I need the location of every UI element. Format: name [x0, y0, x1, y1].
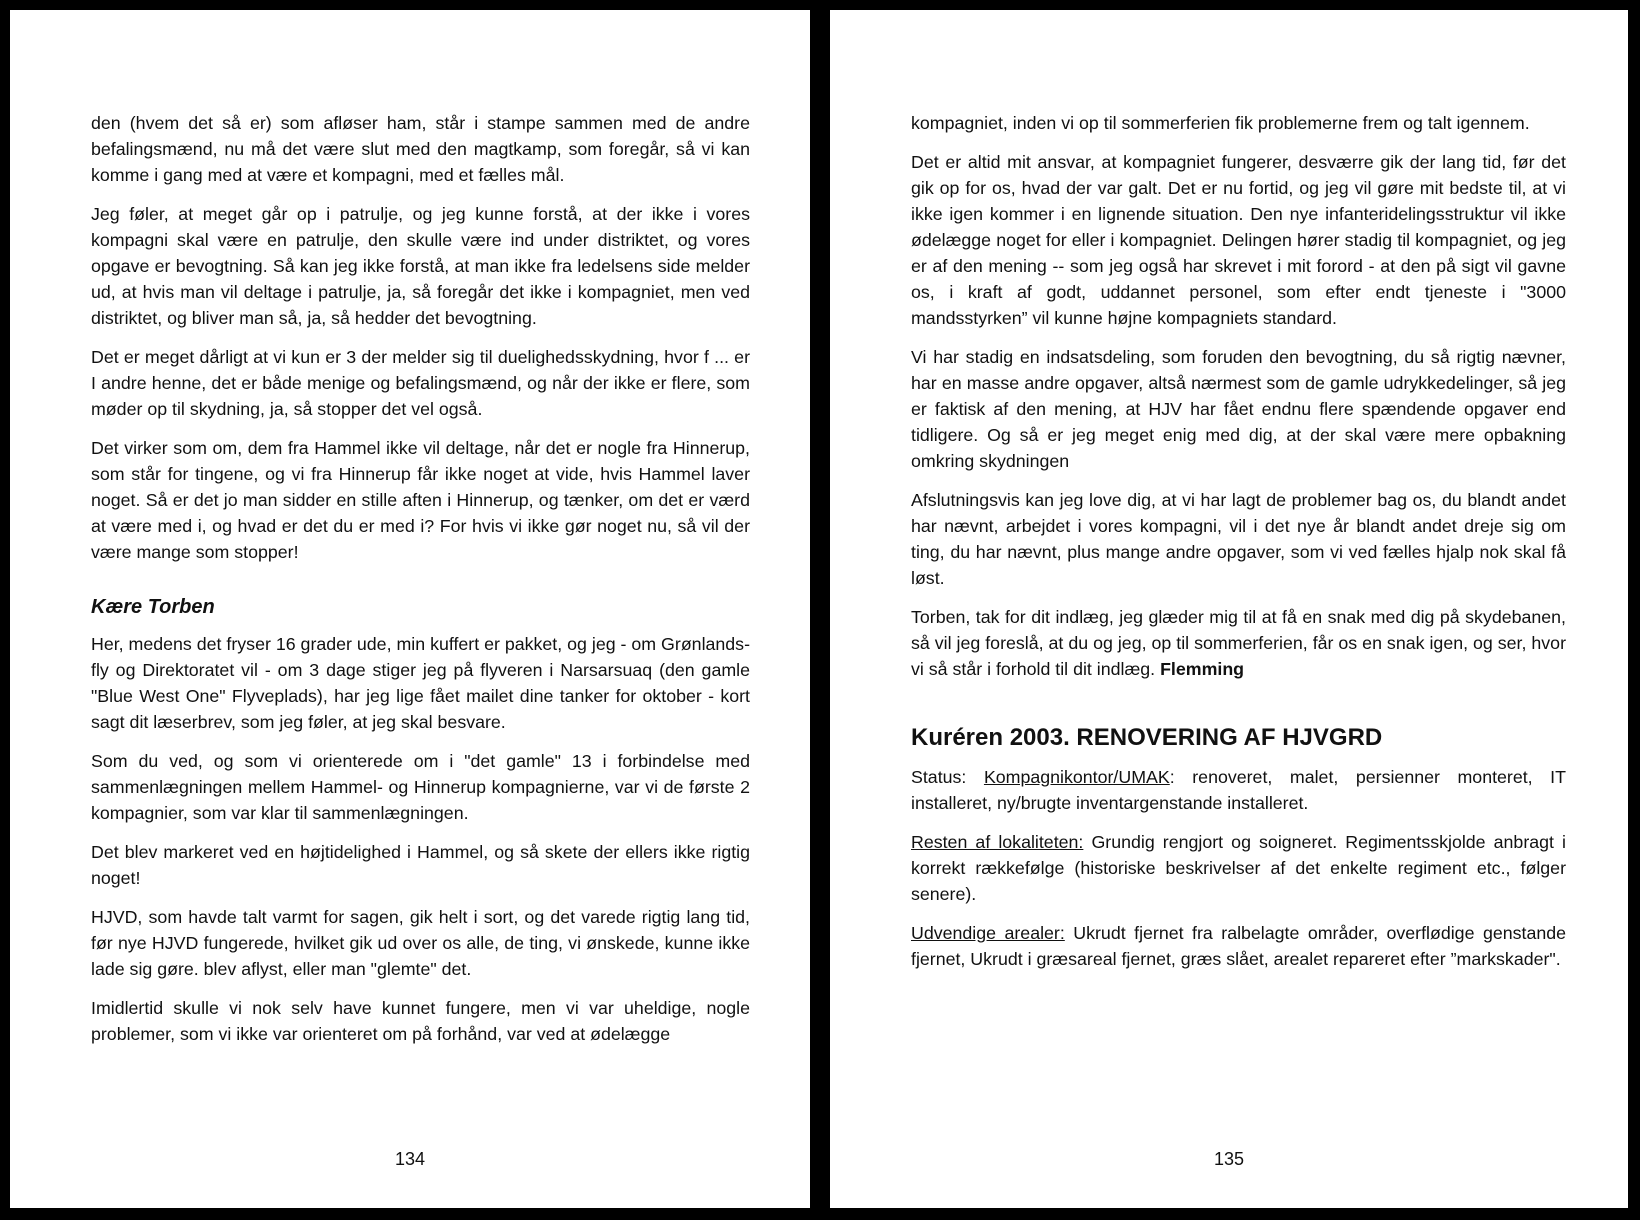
right-page	[830, 10, 1628, 1208]
closing-text: Torben, tak for dit indlæg, jeg glæder mig til at få en snak med dig på skydebanen, så vil jeg foreslå, at du og jeg, op til sommerferien, får os en snak igen, og ser, hvor vi så står i forhold til dit indlæg.	[911, 607, 1566, 679]
paragraph: Det virker som om, dem fra Hammel ikke vil deltage, når det er nogle fra Hinnerup, som står for tingene, og vi fra Hinnerup får ikke noget at vide, hvis Hammel laver noget. Så er det jo man sidder en stille aften i Hinnerup, og tænker, om det er værd at være med i, og hvad er det du er med i? For hvis vi ikke gør noget nu, så vil der være mange som stopper!	[91, 438, 750, 562]
left-page-body	[91, 110, 750, 1060]
status-text: : renoveret, malet, persienner monteret, IT installeret, ny/brugte inventargenstande installeret.	[911, 767, 1566, 813]
outdoor-text: Ukrudt fjernet fra ralbelagte områder, overflødige genstande fjernet, Ukrudt i græsareal fjernet, græs slået, arealet repareret efter ”markskader".	[911, 923, 1567, 969]
paragraph: Her, medens det fryser 16 grader ude, min kuffert er pakket, og jeg - om Grønlands-fly og Direktoratet vil - om 3 dage stiger jeg på flyveren i Narsarsuaq (den gamle "Blue West One" Flyveplads), har jeg lige fået mailet dine tanker for oktober - kort sagt dit læserbrev, som jeg føler, at jeg skal besvare.	[91, 634, 750, 732]
status-label: Status:	[911, 767, 967, 787]
outdoor-label: Udvendige arealer:	[911, 923, 1065, 943]
rest-label: Resten af lokaliteten:	[911, 832, 1084, 852]
signature: Flemming	[1160, 659, 1245, 679]
paragraph: Det er meget dårligt at vi kun er 3 der melder sig til duelighedsskydning, hvor f ... er I andre henne, det er både menige og befalingsmænd, og når der ikke er flere, som møder op til skydning, ja, så stopper det vel også.	[91, 347, 750, 419]
paragraph: Afslutningsvis kan jeg love dig, at vi har lagt de problemer bag os, du blandt andet har nævnt, arbejdet i vores kompagni, vil i det nye år blandt andet dreje sig om ting, du har nævnt, plus mange andre opgaver, som vi ved fælles hjalp nok skal få løst.	[911, 490, 1566, 588]
paragraph: kompagniet, inden vi op til sommerferien fik problemerne frem og talt igennem.	[911, 113, 1530, 133]
paragraph: Som du ved, og som vi orienterede om i "det gamle" 13 i forbindelse med sammenlægningen mellem Hammel- og Hinnerup kompagnierne, var vi de første 2 kompagnier, som var klar til sammenlægningen.	[91, 751, 750, 823]
paragraph: Det er altid mit ansvar, at kompagniet fungerer, desværre gik der lang tid, før det gik op for os, hvad der var galt. Det er nu fortid, og jeg vil gøre mit bedste til, at vi ikke igen kommer i en lignende situation. Den nye infanteridelingsstruktur vil ikke ødelægge noget for eller i kompagniet. Delingen hører stadig til kompagniet, og jeg er af den mening -- som jeg også har skrevet i mit forord - at den på sigt vil gavne os, i kraft af godt, uddannet personel, som efter endt tjeneste i "3000 mandsstyrken” vil kunne højne kompagniets standard.	[911, 152, 1566, 328]
status-paragraph	[911, 764, 1566, 816]
rest-paragraph	[911, 829, 1566, 907]
paragraph: den (hvem det så er) som afløser ham, står i stampe sammen med de andre befalingsmænd, nu må det være slut med den magtkamp, som foregår, så vi kan komme i gang med at være et kompagni, med et fælles mål.	[91, 113, 750, 185]
section-heading: Kære Torben	[91, 596, 215, 618]
status-location: Kompagnikontor/UMAK	[983, 767, 1170, 787]
paragraph: HJVD, som havde talt varmt for sagen, gik helt i sort, og det varede rigtig lang tid, før nye HJVD fungerede, hvilket gik ud over os alle, de ting, vi ønskede, kunne ikke lade sig gøre. blev aflyst, eller man "glemte" det.	[91, 907, 750, 979]
closing-paragraph	[911, 604, 1566, 682]
outdoor-paragraph	[911, 920, 1566, 972]
paragraph: Det blev markeret ved en højtidelighed i Hammel, og så skete der ellers ikke rigtig noget!	[91, 842, 750, 888]
page-number: 135	[1213, 1149, 1245, 1169]
article-heading: Kuréren 2003. RENOVERING AF HJVGRD	[911, 724, 1383, 751]
rest-text: Grundig rengjort og soigneret. Regimentsskjolde anbragt i korrekt rækkefølge (historiske beskrivelser af det enkelte regiment etc., følger senere).	[911, 832, 1566, 904]
right-page-body	[911, 110, 1566, 985]
left-page	[10, 10, 810, 1208]
paragraph: Imidlertid skulle vi nok selv have kunnet fungere, men vi var uheldige, nogle problemer, som vi ikke var orienteret om på forhånd, var ved at ødelægge	[91, 998, 750, 1044]
page-number: 134	[394, 1149, 426, 1169]
paragraph: Vi har stadig en indsatsdeling, som foruden den bevogtning, du så rigtig nævner, har en masse andre opgaver, altså nærmest som de gamle udrykkedelinger, så jeg er faktisk af den mening, at HJV har fået endnu flere spændende opgaver end tidligere. Og så er jeg meget enig med dig, at der skal være mere opbakning omkring skydningen	[911, 347, 1566, 471]
paragraph: Jeg føler, at meget går op i patrulje, og jeg kunne forstå, at der ikke i vores kompagni skal være en patrulje, den skulle være ind under distriktet, og vores opgave er bevogtning. Så kan jeg ikke forstå, at man ikke fra ledelsens side melder ud, at hvis man vil deltage i patrulje, ja, så foregår det ikke i kompagniet, men ved distriktet, og bliver man så, ja, så hedder det bevogtning.	[91, 204, 750, 328]
